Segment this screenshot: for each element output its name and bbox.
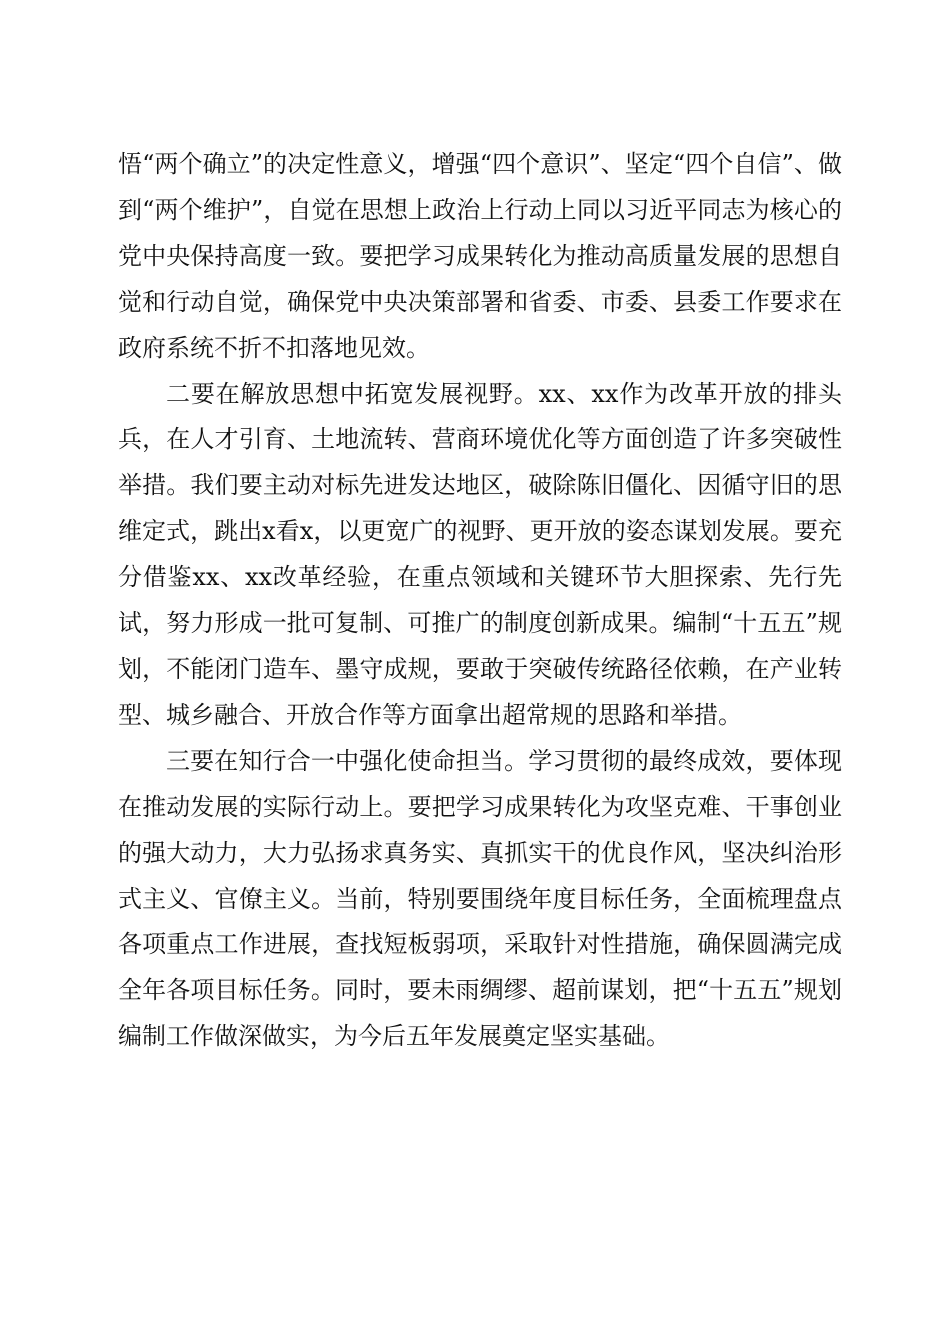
document-body bbox=[118, 142, 842, 1060]
paragraph-mission-responsibility: 三要在知行合一中强化使命担当。学习贯彻的最终成效，要体现在推动发展的实际行动上。要把学习成果转化为攻坚克难、干事创业的强大动力，大力弘扬求真务实、真抓实干的优良作风，坚决纠治形式主义、官僚主义。当前，特别要围绕年度目标任务，全面梳理盘点各项重点工作进展，查找短板弱项，采取针对性措施，确保圆满完成全年各项目标任务。同时，要未雨绸缪、超前谋划，把“十五五”规划编制工作做深做实，为今后五年发展奠定坚实基础。 bbox=[118, 746, 842, 1051]
paragraph-liberate-thinking: 二要在解放思想中拓宽发展视野。xx、xx作为改革开放的排头兵，在人才引育、土地流转、营商环境优化等方面创造了许多突破性举措。我们要主动对标先进发达地区，破除陈旧僵化、因循守旧的思维定式，跳出x看x，以更宽广的视野、更开放的姿态谋划发展。要充分借鉴xx、xx改革经验，在重点领域和关键环节大胆探索、先行先试，努力形成一批可复制、可推广的制度创新成果。编制“十五五”规划，不能闭门造车、墨守成规，要敢于突破传统路径依赖，在产业转型、城乡融合、开放合作等方面拿出超常规的思路和举措。 bbox=[118, 379, 842, 729]
paragraph-continuation: 悟“两个确立”的决定性意义，增强“四个意识”、坚定“四个自信”、做到“两个维护”，自觉在思想上政治上行动上同以习近平同志为核心的党中央保持高度一致。要把学习成果转化为推动高质量发展的思想自觉和行动自觉，确保党中央决策部署和省委、市委、县委工作要求在政府系统不折不扣落地见效。 bbox=[118, 150, 842, 362]
